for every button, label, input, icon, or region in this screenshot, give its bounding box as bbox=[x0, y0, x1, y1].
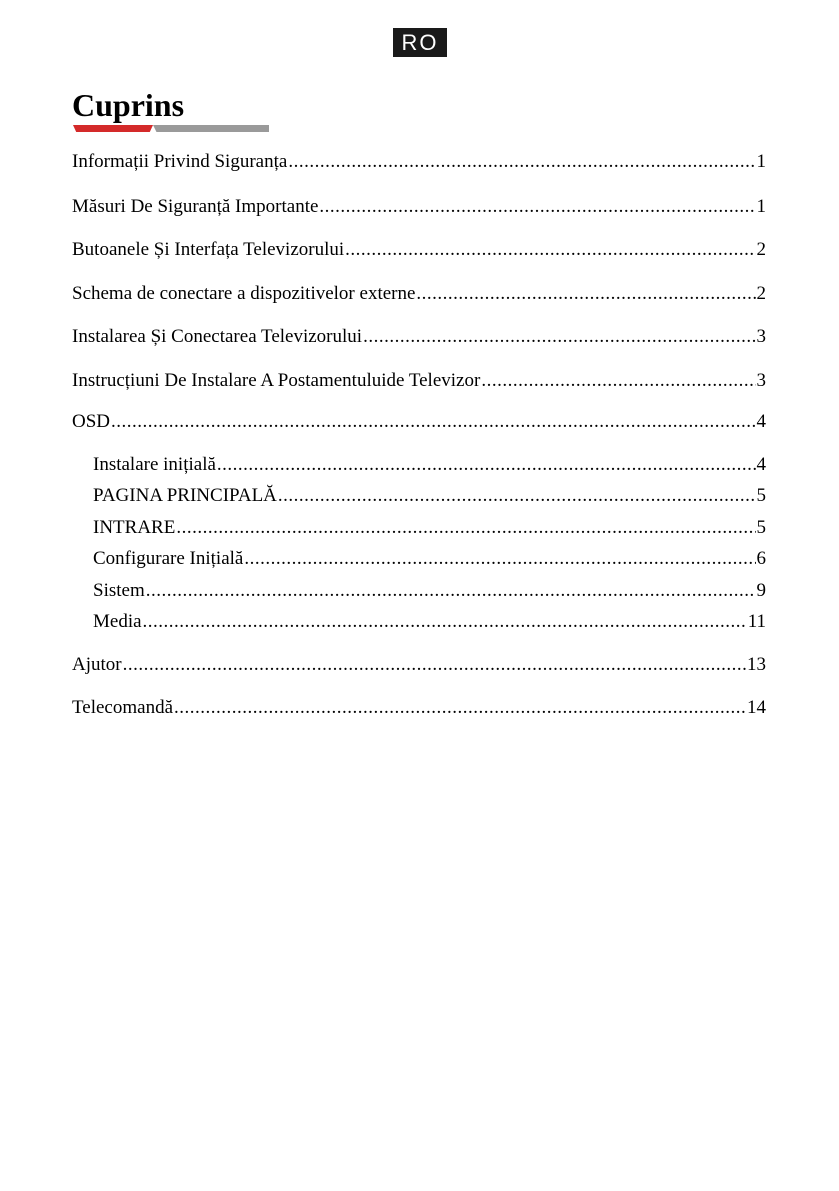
title-underline-gray bbox=[153, 125, 269, 132]
toc-entry-label: Schema de conectare a dispozitivelor externe bbox=[72, 283, 416, 304]
toc-page-number: 3 bbox=[756, 326, 766, 347]
toc-page-number: 4 bbox=[756, 454, 766, 475]
toc-entry-initial-config[interactable] bbox=[93, 547, 766, 571]
toc-entry-safety-info[interactable] bbox=[72, 150, 766, 174]
toc-entry-osd[interactable] bbox=[72, 410, 766, 434]
toc-page-number: 1 bbox=[756, 151, 766, 172]
toc-leader-dots bbox=[176, 516, 755, 540]
toc-entry-label: INTRARE bbox=[93, 517, 176, 538]
toc-entry-buttons-interface[interactable] bbox=[72, 238, 766, 262]
toc-entry-help[interactable] bbox=[72, 653, 766, 677]
toc-entry-label: Configurare Inițială bbox=[93, 548, 244, 569]
toc-entry-label: Informații Privind Siguranța bbox=[72, 151, 288, 172]
toc-entry-installation-connection[interactable] bbox=[72, 325, 766, 349]
toc-leader-dots bbox=[111, 410, 755, 434]
toc-entry-connection-scheme[interactable] bbox=[72, 282, 766, 306]
toc-leader-dots bbox=[146, 579, 756, 603]
toc-page-number: 11 bbox=[747, 611, 766, 632]
language-badge: RO bbox=[393, 28, 447, 57]
toc-leader-dots bbox=[244, 547, 755, 571]
toc-page-number: 13 bbox=[747, 654, 766, 675]
toc-entry-input[interactable] bbox=[93, 516, 766, 540]
toc-entry-label: Instalare inițială bbox=[93, 454, 216, 475]
toc-entry-remote-control[interactable] bbox=[72, 696, 766, 720]
title-underline-red bbox=[73, 125, 153, 132]
toc-entry-system[interactable] bbox=[93, 579, 766, 603]
toc-entry-stand-instructions[interactable] bbox=[72, 369, 766, 393]
toc-page-number: 2 bbox=[756, 239, 766, 260]
toc-entry-label: Instrucțiuni De Instalare A Postamentuluide Televizor bbox=[72, 370, 481, 391]
toc-page-number: 9 bbox=[756, 580, 766, 601]
toc-leader-dots bbox=[345, 238, 755, 262]
toc-leader-dots bbox=[278, 484, 756, 508]
toc-leader-dots bbox=[174, 696, 746, 720]
toc-leader-dots bbox=[481, 369, 755, 393]
toc-entry-label: Telecomandă bbox=[72, 697, 174, 718]
toc-leader-dots bbox=[288, 150, 755, 174]
toc-entry-label: OSD bbox=[72, 411, 111, 432]
toc-page-number: 1 bbox=[756, 196, 766, 217]
toc-entry-label: Măsuri De Siguranță Importante bbox=[72, 196, 319, 217]
toc-leader-dots bbox=[416, 282, 755, 306]
toc-entry-label: PAGINA PRINCIPALĂ bbox=[93, 485, 277, 506]
toc-leader-dots bbox=[217, 453, 756, 477]
toc-entry-label: Media bbox=[93, 611, 142, 632]
toc-page-number: 4 bbox=[756, 411, 766, 432]
toc-leader-dots bbox=[123, 653, 746, 677]
toc-entry-label: Instalarea Și Conectarea Televizorului bbox=[72, 326, 363, 347]
toc-page-number: 2 bbox=[756, 283, 766, 304]
toc-page-number: 14 bbox=[747, 697, 766, 718]
toc-leader-dots bbox=[363, 325, 755, 349]
toc-entry-initial-install[interactable] bbox=[93, 453, 766, 477]
toc-entry-safety-measures[interactable] bbox=[72, 195, 766, 219]
toc-leader-dots bbox=[143, 610, 747, 634]
toc-page-number: 6 bbox=[756, 548, 766, 569]
toc-entry-media[interactable] bbox=[93, 610, 766, 634]
toc-entry-label: Sistem bbox=[93, 580, 145, 601]
toc-page-number: 3 bbox=[756, 370, 766, 391]
toc-entry-main-page[interactable] bbox=[93, 484, 766, 508]
toc-page-number: 5 bbox=[756, 485, 766, 506]
toc-page-number: 5 bbox=[756, 517, 766, 538]
toc-leader-dots bbox=[319, 195, 755, 219]
toc-entry-label: Ajutor bbox=[72, 654, 122, 675]
toc-entry-label: Butoanele Și Interfața Televizorului bbox=[72, 239, 345, 260]
page-title: Cuprins bbox=[72, 87, 185, 123]
